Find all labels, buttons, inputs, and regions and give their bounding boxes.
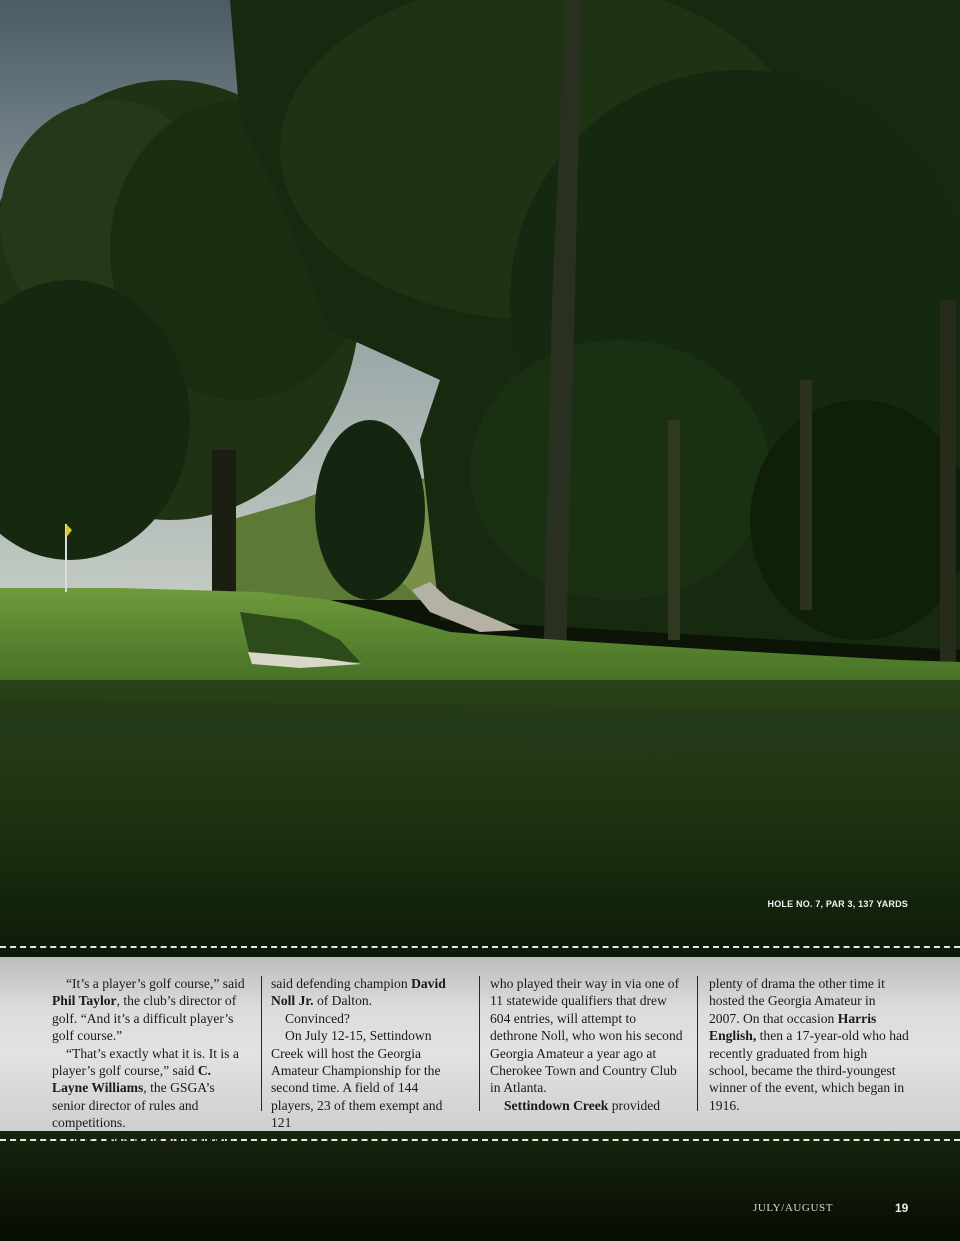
- dashed-divider-top: [0, 946, 960, 948]
- person-name: David Noll Jr.: [271, 976, 446, 1009]
- course-name: Settindown Creek: [504, 1097, 609, 1113]
- article-column-4: plenty of drama the other time it hosted the Georgia Amateur in 2007. On that occasion Harris English, then a 17-year-old who had recently graduated from high school, became the third-youngest winner of the event, which began in 1916.: [709, 976, 909, 1113]
- issue-date: JULY/AUGUST: [753, 1202, 834, 1214]
- column-rule: [479, 976, 480, 1111]
- column-rule: [261, 976, 262, 1111]
- article-column-2: said defending champion David Noll Jr. of Dalton. Convinced? On July 12-15, Settindown Creek will host the Georgia Amateur Championship for the second time. A field of 144 players, 23 of them exempt and 121: [271, 976, 446, 1131]
- person-name: Phil Taylor: [52, 993, 117, 1009]
- photo-caption: HOLE NO. 7, PAR 3, 137 YARDS: [767, 899, 908, 909]
- page-number: 19: [895, 1201, 909, 1215]
- article-column-1: “It’s a player’s golf course,” said Phil Taylor, the club’s director of golf. “And it’s a difficult player’s golf course.” “That’s exactly what it is. It is a player’s golf course,” said C. Layne Williams, the GSGA’s senior director of rules and competitions. “It is a man-sized golf course,”: [52, 976, 245, 1148]
- article-column-3: who played their way in via one of 11 statewide qualifiers that drew 604 entries, will attempt to dethrone Noll, who won his second Georgia Amateur a year ago at Cherokee Town and Country Club in Atlanta. Settindown Creek provided: [490, 976, 683, 1113]
- person-name: C. Layne Williams: [52, 1063, 212, 1096]
- column-rule: [697, 976, 698, 1111]
- person-name: Harris English,: [709, 1010, 877, 1044]
